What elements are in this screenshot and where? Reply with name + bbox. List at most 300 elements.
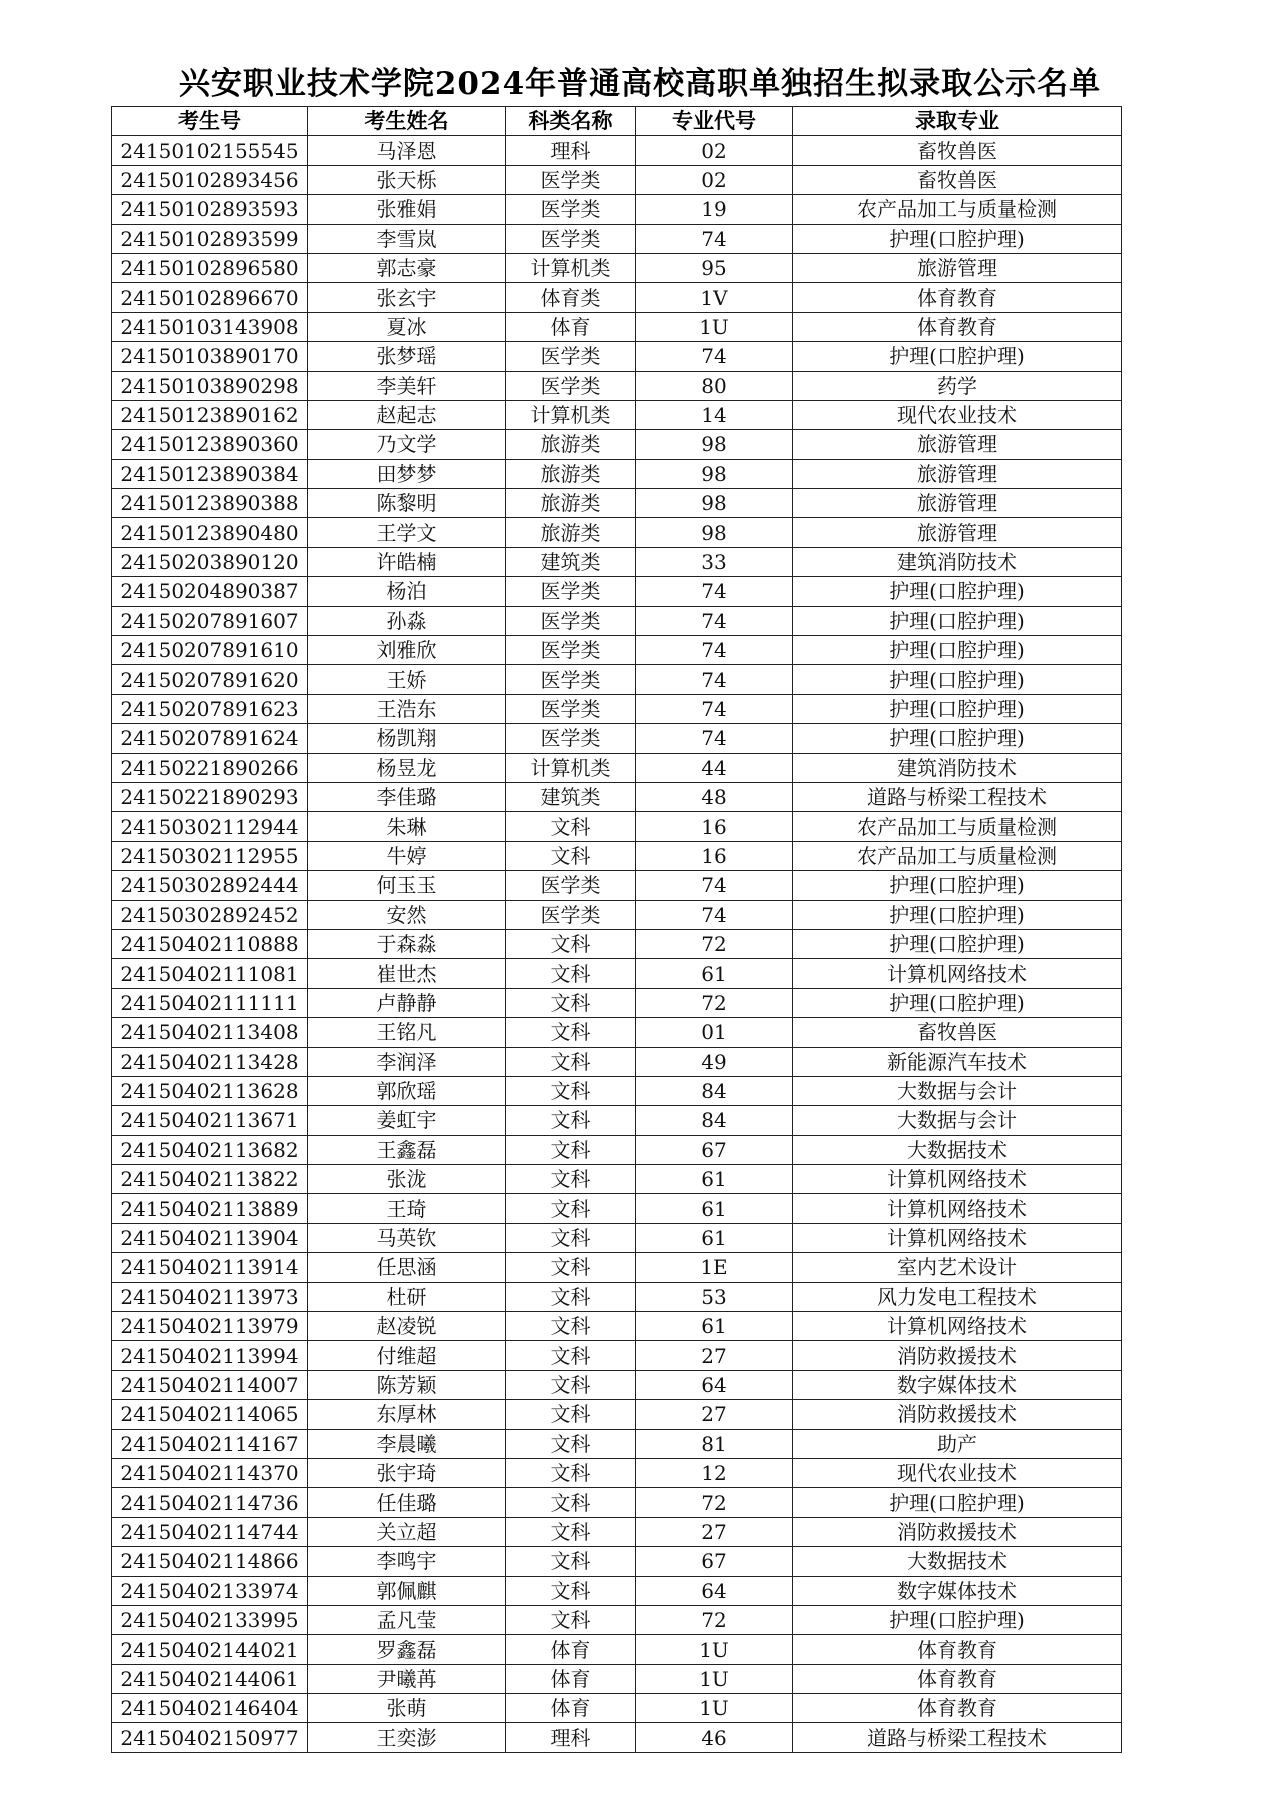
cell-admitted-major: 护理(口腔护理) xyxy=(793,900,1122,929)
cell-exam-number: 24150402113428 xyxy=(112,1047,308,1076)
cell-student-name: 任思涵 xyxy=(308,1253,506,1282)
cell-exam-number: 24150123890388 xyxy=(112,489,308,518)
table-body xyxy=(112,136,1122,1752)
table-row xyxy=(112,1547,1122,1576)
table-row xyxy=(112,195,1122,224)
cell-admitted-major: 旅游管理 xyxy=(793,518,1122,547)
cell-major-code: 33 xyxy=(636,547,793,576)
cell-category: 计算机类 xyxy=(506,253,636,282)
cell-exam-number: 24150402146404 xyxy=(112,1694,308,1723)
cell-category: 医学类 xyxy=(506,577,636,606)
cell-major-code: 02 xyxy=(636,165,793,194)
cell-admitted-major: 护理(口腔护理) xyxy=(793,665,1122,694)
cell-exam-number: 24150402113822 xyxy=(112,1165,308,1194)
cell-exam-number: 24150402113671 xyxy=(112,1106,308,1135)
cell-category: 计算机类 xyxy=(506,753,636,782)
cell-student-name: 王学文 xyxy=(308,518,506,547)
cell-major-code: 02 xyxy=(636,136,793,165)
cell-student-name: 李佳璐 xyxy=(308,782,506,811)
cell-admitted-major: 风力发电工程技术 xyxy=(793,1282,1122,1311)
cell-student-name: 张雅娟 xyxy=(308,195,506,224)
cell-category: 体育 xyxy=(506,312,636,341)
cell-student-name: 王奕澎 xyxy=(308,1723,506,1752)
cell-exam-number: 24150402114866 xyxy=(112,1547,308,1576)
table-row xyxy=(112,929,1122,958)
cell-student-name: 罗鑫磊 xyxy=(308,1635,506,1664)
cell-exam-number: 24150402113628 xyxy=(112,1076,308,1105)
cell-category: 文科 xyxy=(506,1458,636,1487)
cell-student-name: 尹曦苒 xyxy=(308,1664,506,1693)
cell-admitted-major: 护理(口腔护理) xyxy=(793,929,1122,958)
cell-exam-number: 24150123890162 xyxy=(112,400,308,429)
table-row xyxy=(112,165,1122,194)
cell-student-name: 杜研 xyxy=(308,1282,506,1311)
cell-exam-number: 24150402133974 xyxy=(112,1576,308,1605)
table-row xyxy=(112,1400,1122,1429)
table-row xyxy=(112,1664,1122,1693)
table-row xyxy=(112,371,1122,400)
cell-exam-number: 24150402114370 xyxy=(112,1458,308,1487)
table-row xyxy=(112,1517,1122,1546)
cell-category: 文科 xyxy=(506,1047,636,1076)
header-row xyxy=(112,107,1122,136)
cell-admitted-major: 畜牧兽医 xyxy=(793,136,1122,165)
cell-student-name: 许皓楠 xyxy=(308,547,506,576)
cell-major-code: 1V xyxy=(636,283,793,312)
cell-major-code: 98 xyxy=(636,518,793,547)
table-row xyxy=(112,136,1122,165)
cell-admitted-major: 护理(口腔护理) xyxy=(793,577,1122,606)
cell-admitted-major: 消防救援技术 xyxy=(793,1341,1122,1370)
cell-major-code: 19 xyxy=(636,195,793,224)
cell-category: 文科 xyxy=(506,1076,636,1105)
cell-exam-number: 24150102896670 xyxy=(112,283,308,312)
table-row xyxy=(112,1694,1122,1723)
cell-admitted-major: 现代农业技术 xyxy=(793,400,1122,429)
cell-major-code: 74 xyxy=(636,665,793,694)
cell-exam-number: 24150402113914 xyxy=(112,1253,308,1282)
cell-category: 文科 xyxy=(506,1576,636,1605)
cell-major-code: 74 xyxy=(636,606,793,635)
table-row xyxy=(112,606,1122,635)
table-row xyxy=(112,1429,1122,1458)
table-row xyxy=(112,988,1122,1017)
cell-student-name: 刘雅欣 xyxy=(308,636,506,665)
table-row xyxy=(112,1576,1122,1605)
cell-category: 医学类 xyxy=(506,665,636,694)
cell-admitted-major: 建筑消防技术 xyxy=(793,547,1122,576)
cell-admitted-major: 农产品加工与质量检测 xyxy=(793,195,1122,224)
table-row xyxy=(112,1194,1122,1223)
cell-major-code: 98 xyxy=(636,489,793,518)
cell-major-code: 80 xyxy=(636,371,793,400)
cell-exam-number: 24150302112944 xyxy=(112,812,308,841)
cell-exam-number: 24150207891607 xyxy=(112,606,308,635)
cell-admitted-major: 农产品加工与质量检测 xyxy=(793,812,1122,841)
cell-exam-number: 24150207891623 xyxy=(112,694,308,723)
cell-category: 理科 xyxy=(506,1723,636,1752)
cell-exam-number: 24150402114065 xyxy=(112,1400,308,1429)
cell-admitted-major: 护理(口腔护理) xyxy=(793,724,1122,753)
cell-admitted-major: 农产品加工与质量检测 xyxy=(793,841,1122,870)
cell-admitted-major: 护理(口腔护理) xyxy=(793,988,1122,1017)
cell-category: 旅游类 xyxy=(506,430,636,459)
cell-exam-number: 24150402133995 xyxy=(112,1605,308,1634)
cell-exam-number: 24150402113973 xyxy=(112,1282,308,1311)
cell-exam-number: 24150204890387 xyxy=(112,577,308,606)
cell-admitted-major: 药学 xyxy=(793,371,1122,400)
cell-category: 文科 xyxy=(506,1194,636,1223)
cell-exam-number: 24150302112955 xyxy=(112,841,308,870)
cell-admitted-major: 现代农业技术 xyxy=(793,1458,1122,1487)
cell-student-name: 李润泽 xyxy=(308,1047,506,1076)
cell-major-code: 1U xyxy=(636,1694,793,1723)
table-row xyxy=(112,1723,1122,1752)
cell-admitted-major: 护理(口腔护理) xyxy=(793,871,1122,900)
cell-major-code: 74 xyxy=(636,724,793,753)
cell-admitted-major: 体育教育 xyxy=(793,312,1122,341)
cell-major-code: 12 xyxy=(636,1458,793,1487)
cell-admitted-major: 护理(口腔护理) xyxy=(793,342,1122,371)
cell-exam-number: 24150102893593 xyxy=(112,195,308,224)
cell-category: 旅游类 xyxy=(506,489,636,518)
cell-category: 文科 xyxy=(506,1341,636,1370)
cell-exam-number: 24150207891610 xyxy=(112,636,308,665)
cell-major-code: 84 xyxy=(636,1106,793,1135)
cell-admitted-major: 体育教育 xyxy=(793,1635,1122,1664)
cell-exam-number: 24150302892452 xyxy=(112,900,308,929)
cell-category: 建筑类 xyxy=(506,547,636,576)
cell-major-code: 67 xyxy=(636,1547,793,1576)
cell-student-name: 李美轩 xyxy=(308,371,506,400)
table-row xyxy=(112,665,1122,694)
cell-exam-number: 24150402113979 xyxy=(112,1312,308,1341)
cell-student-name: 东厚林 xyxy=(308,1400,506,1429)
cell-admitted-major: 旅游管理 xyxy=(793,489,1122,518)
cell-student-name: 夏冰 xyxy=(308,312,506,341)
cell-admitted-major: 旅游管理 xyxy=(793,459,1122,488)
cell-exam-number: 24150203890120 xyxy=(112,547,308,576)
cell-category: 体育类 xyxy=(506,283,636,312)
cell-category: 文科 xyxy=(506,1400,636,1429)
cell-major-code: 64 xyxy=(636,1576,793,1605)
cell-category: 旅游类 xyxy=(506,518,636,547)
cell-major-code: 61 xyxy=(636,1194,793,1223)
table-row xyxy=(112,459,1122,488)
cell-category: 医学类 xyxy=(506,342,636,371)
cell-category: 文科 xyxy=(506,1106,636,1135)
cell-admitted-major: 畜牧兽医 xyxy=(793,1018,1122,1047)
cell-category: 文科 xyxy=(506,1547,636,1576)
cell-student-name: 何玉玉 xyxy=(308,871,506,900)
cell-student-name: 卢静静 xyxy=(308,988,506,1017)
cell-exam-number: 24150123890360 xyxy=(112,430,308,459)
cell-exam-number: 24150102155545 xyxy=(112,136,308,165)
cell-admitted-major: 畜牧兽医 xyxy=(793,165,1122,194)
cell-exam-number: 24150103890298 xyxy=(112,371,308,400)
cell-major-code: 72 xyxy=(636,929,793,958)
cell-category: 文科 xyxy=(506,1605,636,1634)
cell-admitted-major: 护理(口腔护理) xyxy=(793,694,1122,723)
cell-category: 医学类 xyxy=(506,871,636,900)
cell-category: 体育 xyxy=(506,1664,636,1693)
cell-major-code: 74 xyxy=(636,636,793,665)
cell-student-name: 姜虹宇 xyxy=(308,1106,506,1135)
cell-exam-number: 24150402144021 xyxy=(112,1635,308,1664)
cell-major-code: 74 xyxy=(636,224,793,253)
cell-exam-number: 24150402114736 xyxy=(112,1488,308,1517)
cell-major-code: 64 xyxy=(636,1370,793,1399)
table-row xyxy=(112,724,1122,753)
cell-admitted-major: 大数据与会计 xyxy=(793,1106,1122,1135)
cell-major-code: 1U xyxy=(636,312,793,341)
cell-category: 医学类 xyxy=(506,371,636,400)
cell-major-code: 61 xyxy=(636,959,793,988)
cell-major-code: 95 xyxy=(636,253,793,282)
cell-category: 医学类 xyxy=(506,224,636,253)
cell-category: 医学类 xyxy=(506,724,636,753)
cell-student-name: 马泽恩 xyxy=(308,136,506,165)
cell-category: 文科 xyxy=(506,988,636,1017)
table-row xyxy=(112,1047,1122,1076)
cell-category: 文科 xyxy=(506,1253,636,1282)
cell-admitted-major: 计算机网络技术 xyxy=(793,1194,1122,1223)
document-title: 兴安职业技术学院2024年普通高校高职单独招生拟录取公示名单 xyxy=(178,66,1102,102)
cell-exam-number: 24150102893456 xyxy=(112,165,308,194)
cell-category: 医学类 xyxy=(506,900,636,929)
cell-category: 文科 xyxy=(506,959,636,988)
cell-admitted-major: 消防救援技术 xyxy=(793,1517,1122,1546)
cell-student-name: 赵凌锐 xyxy=(308,1312,506,1341)
cell-student-name: 陈黎明 xyxy=(308,489,506,518)
table-row xyxy=(112,489,1122,518)
cell-admitted-major: 体育教育 xyxy=(793,1664,1122,1693)
table-row xyxy=(112,283,1122,312)
cell-exam-number: 24150103143908 xyxy=(112,312,308,341)
table-row xyxy=(112,871,1122,900)
cell-major-code: 74 xyxy=(636,577,793,606)
cell-admitted-major: 新能源汽车技术 xyxy=(793,1047,1122,1076)
cell-admitted-major: 大数据与会计 xyxy=(793,1076,1122,1105)
cell-exam-number: 24150103890170 xyxy=(112,342,308,371)
cell-major-code: 74 xyxy=(636,871,793,900)
cell-exam-number: 24150402113994 xyxy=(112,1341,308,1370)
column-header-category: 科类名称 xyxy=(506,107,636,136)
cell-major-code: 74 xyxy=(636,342,793,371)
cell-category: 体育 xyxy=(506,1635,636,1664)
cell-major-code: 98 xyxy=(636,459,793,488)
column-header-exam-number: 考生号 xyxy=(112,107,308,136)
cell-exam-number: 24150402150977 xyxy=(112,1723,308,1752)
cell-category: 医学类 xyxy=(506,606,636,635)
cell-major-code: 1U xyxy=(636,1664,793,1693)
cell-major-code: 74 xyxy=(636,694,793,723)
cell-student-name: 乃文学 xyxy=(308,430,506,459)
cell-category: 文科 xyxy=(506,812,636,841)
table-row xyxy=(112,900,1122,929)
cell-student-name: 孟凡莹 xyxy=(308,1605,506,1634)
cell-admitted-major: 护理(口腔护理) xyxy=(793,1605,1122,1634)
table-row xyxy=(112,1370,1122,1399)
table-row xyxy=(112,312,1122,341)
cell-student-name: 崔世杰 xyxy=(308,959,506,988)
cell-admitted-major: 旅游管理 xyxy=(793,430,1122,459)
table-row xyxy=(112,841,1122,870)
table-row xyxy=(112,1106,1122,1135)
cell-student-name: 张天栎 xyxy=(308,165,506,194)
table-row xyxy=(112,1635,1122,1664)
cell-admitted-major: 道路与桥梁工程技术 xyxy=(793,782,1122,811)
cell-exam-number: 24150402114744 xyxy=(112,1517,308,1546)
cell-category: 文科 xyxy=(506,929,636,958)
table-row xyxy=(112,253,1122,282)
cell-major-code: 44 xyxy=(636,753,793,782)
table-row xyxy=(112,812,1122,841)
cell-major-code: 74 xyxy=(636,900,793,929)
table-row xyxy=(112,1076,1122,1105)
cell-category: 文科 xyxy=(506,1429,636,1458)
table-row xyxy=(112,1223,1122,1252)
cell-major-code: 16 xyxy=(636,812,793,841)
cell-exam-number: 24150102893599 xyxy=(112,224,308,253)
cell-admitted-major: 计算机网络技术 xyxy=(793,1165,1122,1194)
cell-major-code: 48 xyxy=(636,782,793,811)
cell-admitted-major: 道路与桥梁工程技术 xyxy=(793,1723,1122,1752)
cell-category: 旅游类 xyxy=(506,459,636,488)
table-row xyxy=(112,547,1122,576)
table-row xyxy=(112,430,1122,459)
table-row xyxy=(112,753,1122,782)
table-row xyxy=(112,224,1122,253)
cell-category: 医学类 xyxy=(506,195,636,224)
cell-student-name: 杨泊 xyxy=(308,577,506,606)
cell-student-name: 李晨曦 xyxy=(308,1429,506,1458)
cell-category: 文科 xyxy=(506,1517,636,1546)
cell-admitted-major: 旅游管理 xyxy=(793,253,1122,282)
cell-admitted-major: 护理(口腔护理) xyxy=(793,224,1122,253)
cell-student-name: 安然 xyxy=(308,900,506,929)
cell-category: 体育 xyxy=(506,1694,636,1723)
table-row xyxy=(112,577,1122,606)
cell-exam-number: 24150402114007 xyxy=(112,1370,308,1399)
cell-category: 文科 xyxy=(506,841,636,870)
cell-category: 医学类 xyxy=(506,694,636,723)
cell-student-name: 张玄宇 xyxy=(308,283,506,312)
cell-major-code: 1E xyxy=(636,1253,793,1282)
cell-student-name: 王琦 xyxy=(308,1194,506,1223)
cell-major-code: 98 xyxy=(636,430,793,459)
admission-list-table xyxy=(111,106,1122,1753)
cell-exam-number: 24150402113889 xyxy=(112,1194,308,1223)
cell-category: 文科 xyxy=(506,1282,636,1311)
cell-student-name: 杨凯翔 xyxy=(308,724,506,753)
table-row xyxy=(112,694,1122,723)
table-row xyxy=(112,400,1122,429)
cell-student-name: 张宇琦 xyxy=(308,1458,506,1487)
cell-category: 计算机类 xyxy=(506,400,636,429)
cell-category: 文科 xyxy=(506,1370,636,1399)
table-row xyxy=(112,1135,1122,1164)
cell-student-name: 田梦梦 xyxy=(308,459,506,488)
cell-exam-number: 24150402111111 xyxy=(112,988,308,1017)
cell-major-code: 61 xyxy=(636,1165,793,1194)
cell-major-code: 72 xyxy=(636,1488,793,1517)
cell-admitted-major: 护理(口腔护理) xyxy=(793,1488,1122,1517)
cell-exam-number: 24150402114167 xyxy=(112,1429,308,1458)
cell-student-name: 张萌 xyxy=(308,1694,506,1723)
cell-exam-number: 24150207891620 xyxy=(112,665,308,694)
cell-student-name: 李雪岚 xyxy=(308,224,506,253)
table-row xyxy=(112,1312,1122,1341)
cell-category: 文科 xyxy=(506,1223,636,1252)
cell-admitted-major: 数字媒体技术 xyxy=(793,1576,1122,1605)
cell-major-code: 61 xyxy=(636,1223,793,1252)
cell-admitted-major: 护理(口腔护理) xyxy=(793,636,1122,665)
table-row xyxy=(112,1458,1122,1487)
cell-category: 理科 xyxy=(506,136,636,165)
cell-admitted-major: 体育教育 xyxy=(793,283,1122,312)
cell-exam-number: 24150402113682 xyxy=(112,1135,308,1164)
cell-student-name: 孙淼 xyxy=(308,606,506,635)
cell-admitted-major: 大数据技术 xyxy=(793,1547,1122,1576)
cell-major-code: 81 xyxy=(636,1429,793,1458)
cell-student-name: 郭欣瑶 xyxy=(308,1076,506,1105)
column-header-admitted-major: 录取专业 xyxy=(793,107,1122,136)
table-row xyxy=(112,1488,1122,1517)
cell-exam-number: 24150402110888 xyxy=(112,929,308,958)
cell-major-code: 1U xyxy=(636,1635,793,1664)
cell-exam-number: 24150123890480 xyxy=(112,518,308,547)
cell-major-code: 14 xyxy=(636,400,793,429)
table-row xyxy=(112,518,1122,547)
cell-major-code: 46 xyxy=(636,1723,793,1752)
cell-student-name: 郭志豪 xyxy=(308,253,506,282)
cell-student-name: 陈芳颖 xyxy=(308,1370,506,1399)
cell-category: 医学类 xyxy=(506,636,636,665)
table-row xyxy=(112,636,1122,665)
cell-major-code: 49 xyxy=(636,1047,793,1076)
table-row xyxy=(112,1165,1122,1194)
cell-admitted-major: 助产 xyxy=(793,1429,1122,1458)
cell-major-code: 61 xyxy=(636,1312,793,1341)
cell-student-name: 任佳璐 xyxy=(308,1488,506,1517)
cell-exam-number: 24150302892444 xyxy=(112,871,308,900)
table-row xyxy=(112,1341,1122,1370)
cell-admitted-major: 大数据技术 xyxy=(793,1135,1122,1164)
cell-student-name: 牛婷 xyxy=(308,841,506,870)
cell-exam-number: 24150402111081 xyxy=(112,959,308,988)
cell-category: 文科 xyxy=(506,1312,636,1341)
cell-student-name: 郭佩麒 xyxy=(308,1576,506,1605)
cell-exam-number: 24150221890293 xyxy=(112,782,308,811)
cell-major-code: 01 xyxy=(636,1018,793,1047)
cell-student-name: 李鸣宇 xyxy=(308,1547,506,1576)
cell-major-code: 16 xyxy=(636,841,793,870)
cell-major-code: 53 xyxy=(636,1282,793,1311)
cell-exam-number: 24150402113408 xyxy=(112,1018,308,1047)
cell-student-name: 关立超 xyxy=(308,1517,506,1546)
cell-student-name: 王鑫磊 xyxy=(308,1135,506,1164)
cell-admitted-major: 体育教育 xyxy=(793,1694,1122,1723)
cell-student-name: 马英钦 xyxy=(308,1223,506,1252)
cell-major-code: 72 xyxy=(636,988,793,1017)
cell-student-name: 杨昱龙 xyxy=(308,753,506,782)
cell-student-name: 王娇 xyxy=(308,665,506,694)
cell-major-code: 67 xyxy=(636,1135,793,1164)
table-row xyxy=(112,959,1122,988)
cell-category: 文科 xyxy=(506,1165,636,1194)
column-header-major-code: 专业代号 xyxy=(636,107,793,136)
